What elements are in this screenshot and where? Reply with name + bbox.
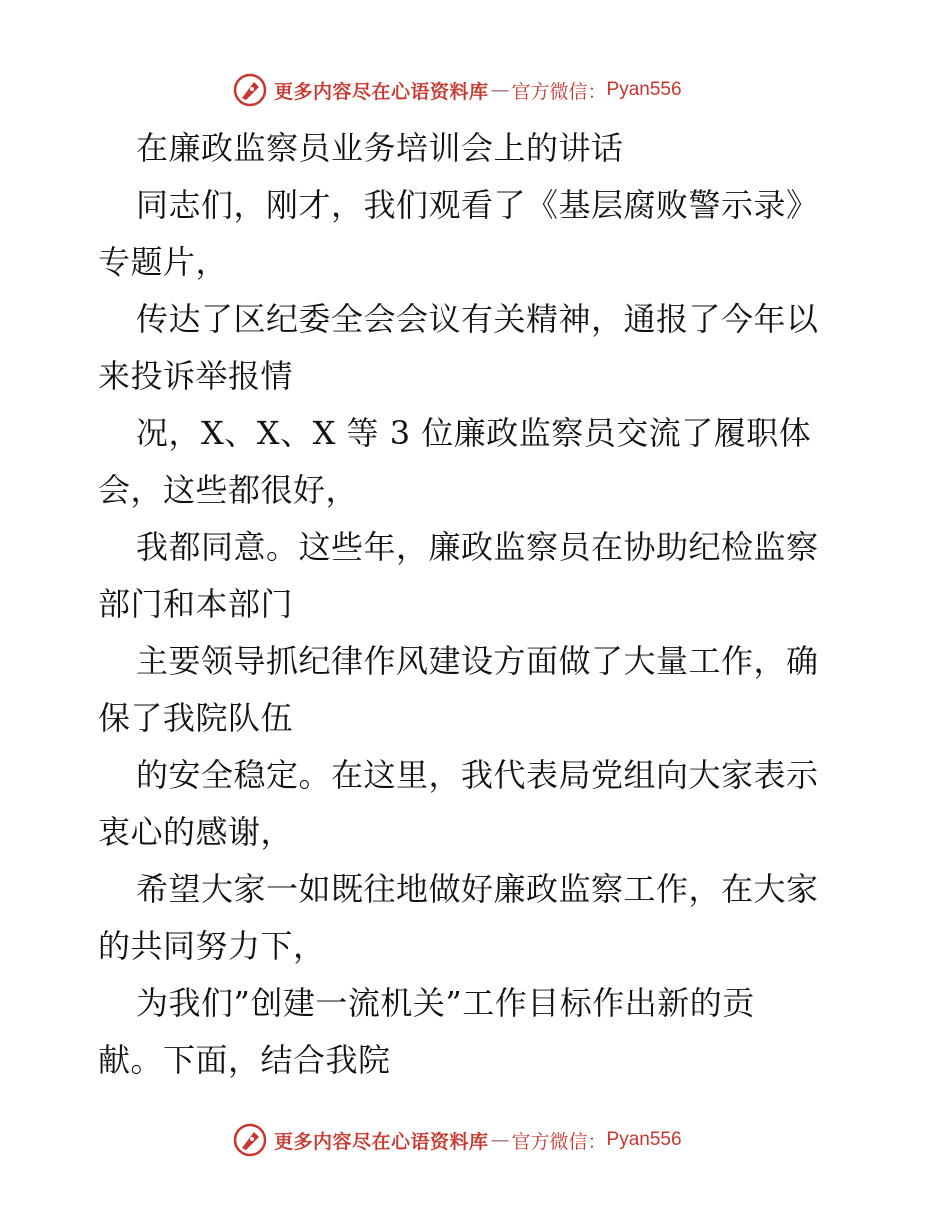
document-body	[98, 120, 858, 1089]
paragraph-line: 来投诉举报情	[98, 357, 294, 395]
paragraph-line: 传达了区纪委全会会议有关精神，通报了今年以	[136, 300, 819, 338]
paragraph-line: 的共同努力下，	[98, 927, 326, 965]
paragraph-line: 希望大家一如既往地做好廉政监察工作，在大家	[136, 870, 819, 908]
banner-wechat-id: Pyan556	[606, 79, 682, 100]
paragraph-line: 我都同意。这些年，廉政监察员在协助纪检监察	[136, 528, 819, 566]
banner-dash: —	[490, 79, 510, 101]
document-title: 在廉政监察员业务培训会上的讲话	[136, 129, 624, 167]
paragraph-line: 的安全稳定。在这里，我代表局党组向大家表示	[136, 756, 819, 794]
paragraph-line: 同志们，刚才，我们观看了《基层腐败警示录》	[136, 186, 819, 224]
paragraph-line: 主要领导抓纪律作风建设方面做了大量工作，确	[136, 642, 819, 680]
banner-wechat-id: Pyan556	[606, 1129, 682, 1150]
banner-wechat-label: 官方微信：	[511, 1130, 607, 1153]
header-watermark-banner	[232, 70, 682, 110]
paragraph-line: 会，这些都很好，	[98, 471, 359, 509]
pen-nib-logo-icon	[232, 72, 268, 108]
banner-wechat-label: 官方微信：	[511, 80, 607, 103]
footer-watermark-banner	[232, 1120, 682, 1160]
banner-dash: —	[490, 1129, 510, 1151]
banner-text: 更多内容尽在心语资料库	[274, 1130, 489, 1153]
banner-text: 更多内容尽在心语资料库	[274, 80, 489, 103]
paragraph-line: 况，X、X、X 等 3 位廉政监察员交流了履职体	[136, 414, 812, 452]
paragraph-line: 部门和本部门	[98, 585, 294, 623]
paragraph-line: 衷心的感谢，	[98, 813, 294, 851]
paragraph-line: 保了我院队伍	[98, 699, 294, 737]
pen-nib-logo-icon	[232, 1122, 268, 1158]
paragraph-line: 献。下面，结合我院	[98, 1041, 391, 1079]
paragraph-line: 为我们”创建一流机关”工作目标作出新的贡	[136, 984, 755, 1022]
paragraph-line: 专题片，	[98, 243, 229, 281]
